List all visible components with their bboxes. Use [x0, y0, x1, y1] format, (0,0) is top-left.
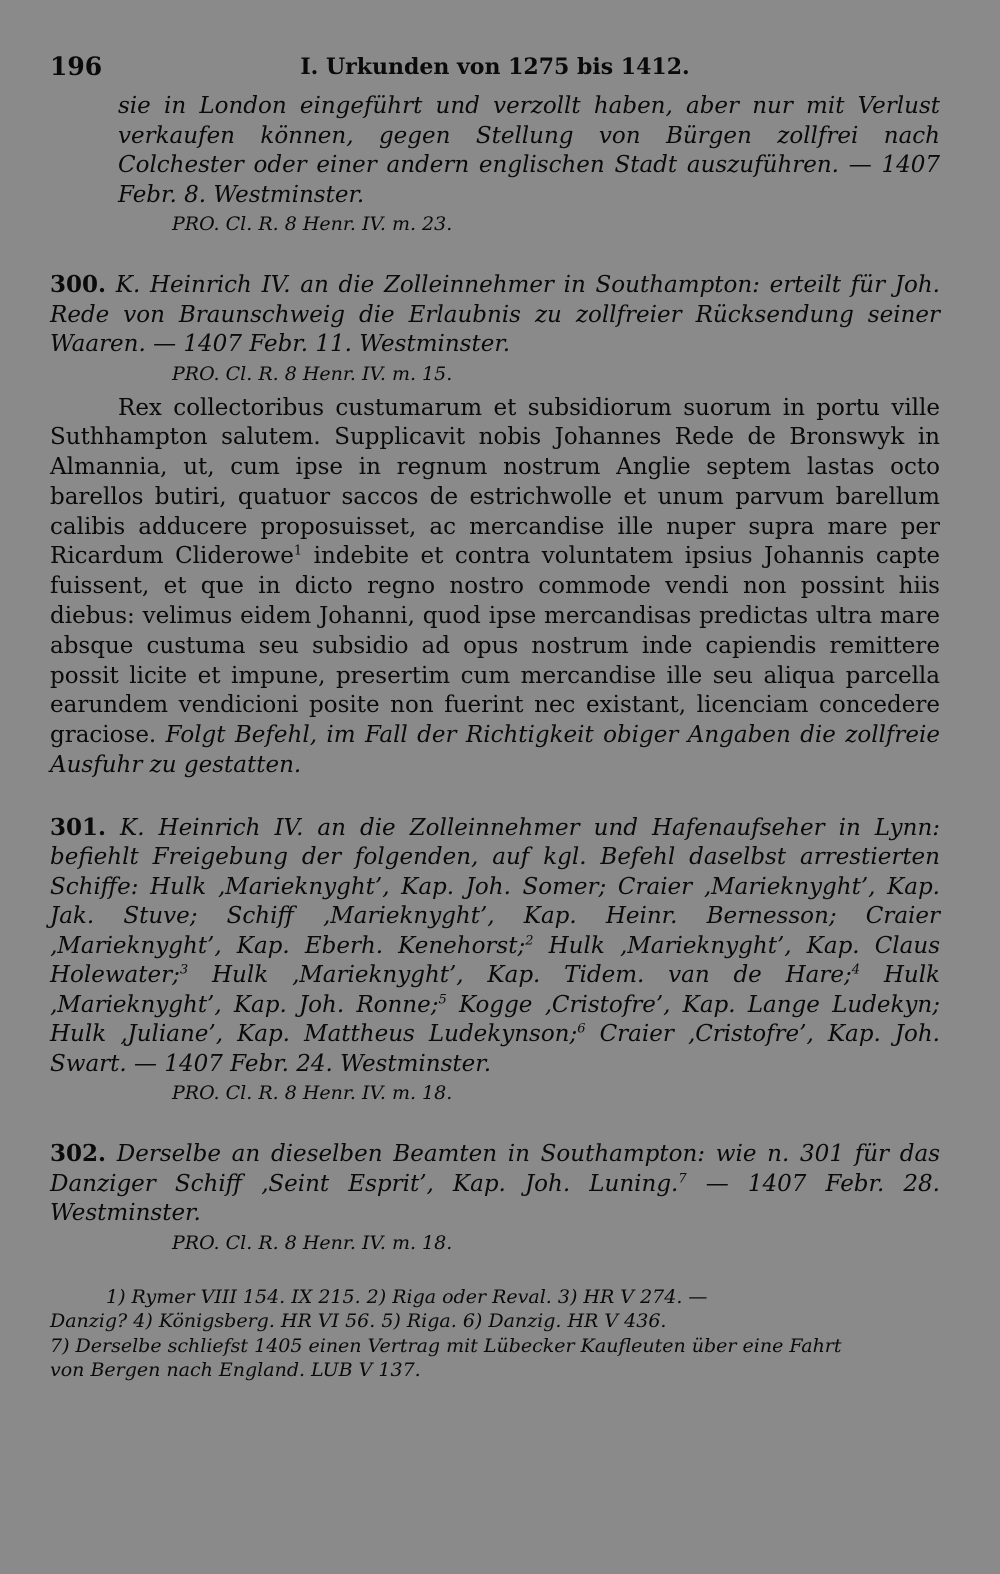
- entry-300-body-a: Rex collectoribus custumarum et subsidiorum suorum in portu ville Suthhampton salutem. Supplicavit nobis Johannes Rede de Bronswyk in Almannia, ut, cum ipse in regnum nostrum Anglie septem lastas octo barellos butiri, quatuor saccos de estrichwolle et unum parvum barellum calibis adducere proposuisset, ac mercandise ille nuper supra mare per Ricardum Cliderowe: [50, 394, 940, 570]
- footnote-marker-4: 4: [851, 962, 861, 978]
- page-number: 196: [50, 52, 103, 81]
- entry-302-number: 302.: [50, 1140, 107, 1168]
- entry-301-part-1: K. Heinrich IV. an die Zolleinnehmer und Hafenaufseher in Lynn: befiehlt Freigebung der folgenden, auf kgl. Befehl daselbst arrestierten Schiffe: Hulk ‚Marieknyght’, Kap. Joh. Somer; Craier ‚Marieknyght’, Kap. Jak. Stuve; Schiff ‚Marieknyght’, Kap. Heinr. Bernesson; Craier ‚Marieknyght’, Kap. Eberh. Kenehorst;: [50, 814, 941, 959]
- footnote-marker-3: 3: [179, 962, 189, 978]
- entry-301-source: PRO. Cl. R. 8 Henr. IV. m. 18.: [172, 1082, 453, 1105]
- entry-301-part-6: Craier ‚Cristofre’, Kap. Joh. Swart. — 1407 Febr. 24. Westminster.: [50, 1021, 940, 1077]
- continuation-block: [50, 92, 940, 238]
- entry-301-part-2: Hulk ‚Marieknyght’, Kap. Claus Holewater;: [50, 932, 940, 989]
- footnote-line-2: Danzig? 4) Königsberg. HR VI 56. 5) Riga. 6) Danzig. HR V 436.: [50, 1310, 667, 1333]
- entry-302: [50, 1139, 940, 1257]
- entry-302-summary-a: Derselbe an dieselben Beamten in Southampton: wie n. 301 für das Danziger Schiff ‚Seint Esprit’, Kap. Joh. Luning.: [50, 1141, 941, 1197]
- entry-300-body-tail: Folgt Befehl, im Fall der Richtigkeit obiger Angaben die zollfreie Ausfuhr zu gestatten.: [50, 722, 940, 779]
- footnote-marker-1: 1: [293, 543, 303, 559]
- footnote-marker-6: 6: [577, 1021, 586, 1037]
- entry-302-summary: [50, 1139, 940, 1229]
- entry-300-summary-text: K. Heinrich IV. an die Zolleinnehmer in Southampton: erteilt für Joh. Rede von Braunschweig die Erlaubnis zu zollfreier Rücksendung seiner Waaren. — 1407 Febr. 11. Westminster.: [50, 272, 940, 357]
- entry-301-part-5: Kogge ‚Cristofre’, Kap. Lange Ludekyn; Hulk ‚Juliane’, Kap. Mattheus Ludekynson;: [50, 991, 940, 1048]
- entry-300-number: 300.: [50, 271, 107, 298]
- footnote-marker-5: 5: [438, 992, 447, 1008]
- footnote-line-1: 1) Rymer VIII 154. IX 215. 2) Riga oder Reval. 3) HR V 274. —: [106, 1285, 708, 1308]
- entry-300: [50, 270, 940, 781]
- entry-301-summary: [50, 813, 940, 1080]
- continuation-summary: sie in London eingeführt und verzollt haben, aber nur mit Verlust verkaufen können, gegen Stellung von Bürgen zollfrei nach Colchester oder einer andern englischen Stadt auszuführen. — 1407 Febr. 8. Westminster.: [118, 93, 940, 208]
- footnotes: [50, 1285, 940, 1383]
- footnote-line-3: 7) Derselbe schliefst 1405 einen Vertrag mit Lübecker Kaufleuten über eine Fahrt: [50, 1334, 842, 1357]
- entry-300-body-b: indebite et contra voluntatem ipsius Johannis capte fuissent, et que in dicto regno nostro commode vendi non possint hiis diebus: velimus eidem Johanni, quod ipse mercandisas predictas ultra mare absque custuma seu subsidio ad opus nostrum inde capiendis remittere possit licite et impune, presertim cum mercandise ille seu aliqua parcella earundem vendicioni posite non fuerint nec existant, licenciam concedere graciose.: [50, 543, 940, 749]
- footnote-marker-7: 7: [678, 1171, 687, 1187]
- entry-300-body: [50, 394, 940, 781]
- footnote-line-4: von Bergen nach England. LUB V 137.: [50, 1359, 421, 1382]
- entry-301-number: 301.: [50, 813, 107, 841]
- running-head: [50, 52, 940, 92]
- running-title: I. Urkunden von 1275 bis 1412.: [300, 54, 690, 80]
- entry-300-summary: [50, 270, 940, 360]
- entry-300-source: PRO. Cl. R. 8 Henr. IV. m. 15.: [172, 362, 453, 385]
- footnote-marker-2: 2: [525, 933, 534, 949]
- entry-301: [50, 813, 940, 1108]
- entry-301-part-4: Hulk ‚Marieknyght’, Kap. Joh. Ronne;: [50, 962, 940, 1018]
- entry-302-summary-b: — 1407 Febr. 28. Westminster.: [50, 1170, 940, 1227]
- document-page: [50, 52, 940, 1383]
- continuation-source: PRO. Cl. R. 8 Henr. IV. m. 23.: [172, 213, 453, 235]
- entry-301-part-3: Hulk ‚Marieknyght’, Kap. Tidem. van de Hare;: [188, 962, 852, 989]
- entry-302-source: PRO. Cl. R. 8 Henr. IV. m. 18.: [172, 1231, 453, 1254]
